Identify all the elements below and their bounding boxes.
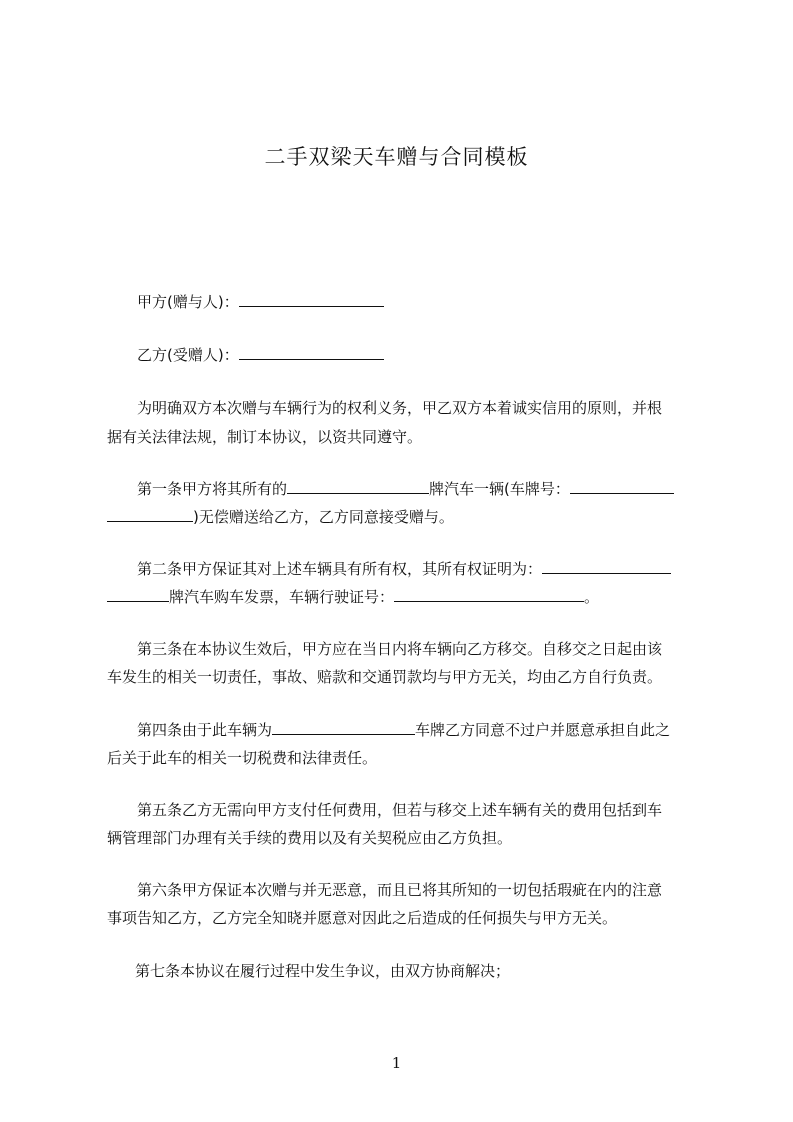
preamble-line-2: 据有关法律法规，制订本协议，以资共同遵守。 <box>107 428 423 446</box>
article-6-line-2: 事项告知乙方，乙方完全知晓并愿意对因此之后造成的任何损失与甲方无关。 <box>107 909 618 927</box>
article-1-line-2 <box>107 507 454 527</box>
article-4-line-1 <box>137 720 670 740</box>
ownership-proof-blank[interactable] <box>542 559 671 574</box>
article-4-text-a: 第四条由于此车辆为 <box>137 721 273 739</box>
article-4-line-2: 后关于此车的相关一切税费和法律责任。 <box>107 749 378 767</box>
ownership-proof-blank-cont[interactable] <box>107 587 169 602</box>
party-a-blank[interactable] <box>239 292 384 307</box>
page-number: 1 <box>391 1054 402 1072</box>
vehicle-brand-blank[interactable] <box>287 479 429 494</box>
party-b-blank[interactable] <box>239 345 384 360</box>
article-2-text-a: 第二条甲方保证其对上述车辆具有所有权，其所有权证明为： <box>137 560 543 578</box>
document-title: 二手双梁天车赠与合同模板 <box>264 145 529 169</box>
article-4-text-b: 车牌乙方同意不过户并愿意承担自此之 <box>415 721 671 739</box>
article-1-text-a: 第一条甲方将其所有的 <box>137 480 288 498</box>
article-3-line-2: 车发生的相关一切责任，事故、赔款和交通罚款均与甲方无关，均由乙方自行负责。 <box>107 668 663 686</box>
preamble-line-1: 为明确双方本次赠与车辆行为的权利义务，甲乙双方本着诚实信用的原则，并根 <box>137 399 663 417</box>
article-5-line-1: 第五条乙方无需向甲方支付任何费用，但若与移交上述车辆有关的费用包括到车 <box>137 801 663 819</box>
article-5-line-2: 辆管理部门办理有关手续的费用以及有关契税应由乙方负担。 <box>107 829 513 847</box>
article-7-line-1: 第七条本协议在履行过程中发生争议，由双方协商解决； <box>135 962 511 980</box>
article-2-text-c: 。 <box>584 588 600 606</box>
plate-number-blank[interactable] <box>570 479 674 494</box>
article-2-line-1 <box>137 559 671 579</box>
vehicle-blank[interactable] <box>272 720 415 735</box>
party-a-line <box>137 292 384 312</box>
article-1-line-1 <box>137 479 674 499</box>
license-number-blank[interactable] <box>394 587 584 602</box>
party-b-label: 乙方(受赠人)： <box>137 346 239 364</box>
article-2-text-b: 牌汽车购车发票，车辆行驶证号： <box>169 588 395 606</box>
article-1-text-c: )无偿赠送给乙方，乙方同意接受赠与。 <box>193 508 454 526</box>
party-b-line <box>137 345 384 365</box>
article-3-line-1: 第三条在本协议生效后，甲方应在当日内将车辆向乙方移交。自移交之日起由该 <box>137 640 663 658</box>
plate-number-blank-cont[interactable] <box>107 507 193 522</box>
article-1-text-b: 牌汽车一辆(车牌号： <box>429 480 570 498</box>
article-2-line-2 <box>107 587 599 607</box>
party-a-label: 甲方(赠与人)： <box>137 293 239 311</box>
article-6-line-1: 第六条甲方保证本次赠与并无恶意，而且已将其所知的一切包括瑕疵在内的注意 <box>137 881 663 899</box>
